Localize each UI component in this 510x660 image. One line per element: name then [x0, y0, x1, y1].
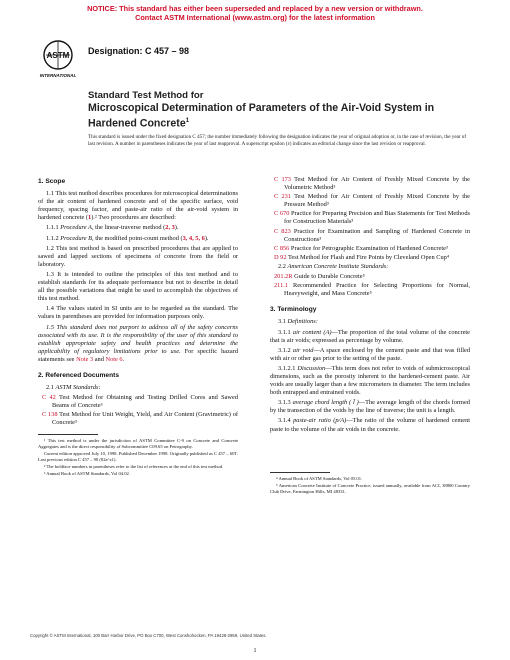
reference-item: 211.1 Recommended Practice for Selecting Proportions for Normal, Heavyweight, and Mass Concrete⁵ [274, 282, 470, 298]
standard-link[interactable]: C 173 [274, 176, 291, 183]
para-1-3: 1.3 It is intended to outline the principles of this test method and to establish standards for its adequate performance but not to describe in detail all the possible variations that might be used to accomplish the objectives of this test method. [38, 270, 238, 303]
footnote-4: ⁴ Annual Book of ASTM Standards, Vol 05.01. [276, 475, 363, 481]
standard-link[interactable]: C 138 [42, 411, 58, 419]
para-3-1-1: 3.1.1 air content (A)—The proportion of the total volume of the concrete that is air voids; expressed as percentage by volume. [270, 328, 470, 344]
preamble: This standard is issued under the fixed designation C 457; the number immediately following the designation indicates the year of original adoption or, in the case of revision, the year of last revision. A number in parentheses indicates the year of last reapproval. A superscript epsilon (ε) indicates an editorial change since the last revision or reapproval. [88, 134, 467, 147]
standard-link[interactable]: C 231 [274, 193, 291, 201]
para-3-1: 3.1 Definitions: [278, 318, 318, 326]
footnote-rule [38, 434, 98, 435]
footnote-3: ³ Annual Book of ASTM Standards, Vol 04.02. [44, 470, 130, 476]
page-number: 1 [253, 648, 257, 654]
reference-item: C 823 Practice for Examination and Sampling of Hardened Concrete in Constructions³ [274, 227, 470, 243]
para-3-1-3: 3.1.3 average chord length ( l̄ )—The average length of the chords formed by the transection of the voids by the line of traverse; the unit is a length. [270, 399, 470, 415]
standard-link[interactable]: C 42 [42, 394, 56, 402]
document-title [88, 90, 478, 131]
logo-text: ASTM [46, 51, 70, 60]
reference-item: C 42 Test Method for Obtaining and Testing Drilled Cores and Sawed Beams of Concrete³ [42, 394, 238, 410]
title-line-1: Standard Test Method for [88, 90, 204, 101]
supersession-notice [0, 4, 510, 22]
note-6-link[interactable]: Note 6 [105, 355, 123, 363]
title-line-2: Microscopical Determination of Parameters of the Air-Void System in Hardened Concrete$^1$ [88, 102, 435, 130]
para-3-1-2-1: 3.1.2.1 Discussion—This term does not refer to voids of submicroscopical dimensions, such as the porosity inherent to the hardened-cement paste. Air voids are usually larger than a few micrometers in diameter. The term includes both entrapped and entrained voids. [270, 364, 471, 397]
copyright-footer: Copyright © ASTM International, 100 Barr Harbor Drive, PO Box C700, West Conshohocken, PA 19428-2959, United States. [30, 633, 267, 638]
para-2-1: 2.1 ASTM Standards: [46, 384, 101, 392]
reference-link[interactable]: 1 [88, 214, 92, 222]
para-3-1-4: 3.1.4 paste-air ratio (p/A)—The ratio of the volume of hardened cement paste to the volume of the air voids in the concrete. [270, 417, 471, 433]
reference-item: C 231 Test Method for Air Content of Freshly Mixed Concrete by the Pressure Method³ [274, 193, 470, 209]
astm-logo [38, 38, 78, 80]
standard-link[interactable]: 211.1 [274, 282, 289, 290]
para-1-1: 1.1 This test method describes procedures for microscopical determinations of the air content of hardened concrete and of the specific surface, void frequency, spacing factor, and paste-air ratio of the air-void system in hardened concrete (1).² Two procedures are described: [38, 190, 238, 222]
para-3-1-2: 3.1.2 air void—A space enclosed by the cement paste and that was filled with air or other gas prior to the setting of the paste. [270, 346, 470, 362]
footnote-1b: Current edition approved July 10, 1998. Published December 1998. Originally published as C 457 – 60T. Last previous edition C 457 – 90 (82a^ε1). [38, 450, 238, 462]
scope-heading: 1. Scope [38, 178, 66, 185]
standard-link[interactable]: D 92 [274, 253, 287, 261]
reference-item: C 173 Test Method for Air Content of Freshly Mixed Concrete by the Volumetric Method³ [274, 176, 470, 192]
para-1-1-1: 1.1.1 Procedure A, the linear-traverse method (2, 3). [46, 224, 179, 232]
designation: Designation: C 457 – 98 [88, 46, 190, 56]
reference-item: D 92 Test Method for Flash and Fire Points by Cleveland Open Cup⁴ [274, 253, 450, 261]
logo-subtext: INTERNATIONAL [39, 73, 77, 78]
standard-link[interactable]: C 823 [274, 227, 291, 235]
reference-item: C 856 Practice for Petrographic Examination of Hardened Concrete³ [274, 244, 448, 252]
standard-link[interactable]: C 670 [274, 210, 290, 218]
para-1-4: 1.4 The values stated in SI units are to be regarded as the standard. The values in parentheses are provided for information purposes only. [38, 305, 238, 321]
footnote-5: ⁵ American Concrete Institute of Concrete Practice, issued annually, available from ACI, 38800 Country Club Drive, Farmington Hills, MI 48331. [270, 482, 470, 494]
para-2-2: 2.2 American Concrete Institute Standards: [278, 262, 389, 270]
standard-link[interactable]: C 856 [274, 244, 290, 252]
reference-item: 201.2R Guide to Durable Concrete⁵ [274, 273, 365, 281]
terminology-heading: 3. Terminology [270, 306, 317, 314]
reference-link[interactable]: 3, 4, 5, 6 [182, 234, 205, 242]
reference-item: C 138 Test Method for Unit Weight, Yield, and Air Content (Gravimetric) of Concrete³ [42, 411, 238, 427]
reference-link[interactable]: 2, 3 [165, 224, 175, 232]
footnote-rule [270, 472, 330, 473]
note-3-link[interactable]: Note 3 [76, 355, 94, 363]
reference-item: C 670 Practice for Preparing Precision and Bias Statements for Test Methods for Construction Materials³ [274, 210, 470, 226]
para-1-5: 1.5 This standard does not purport to address all of the safety concerns associated with its use. It is the responsibility of the user of this standard to establish appropriate safety and health practices and determine the applicability of regulatory limitations prior to use. For specific hazard statements see Note 3 and Note 6. [38, 323, 238, 363]
para-1-1-2: 1.1.2 Procedure B, the modified point-count method (3, 4, 5, 6). [46, 234, 209, 242]
standard-link[interactable]: 201.2R [274, 273, 293, 281]
footnote-1: ¹ This test method is under the jurisdiction of ASTM Committee C-9 on Concrete and Concrete Aggregates and is the direct responsibility of Subcommittee C09.65 on Petrography. [38, 437, 238, 449]
notice-line-2: Contact ASTM International (www.astm.org) for the latest information [135, 13, 375, 22]
para-1-2: 1.2 This test method is based on prescribed procedures that are applied to sawed and lapped sections of specimens of concrete from the field or laboratory. [38, 244, 238, 268]
notice-line-1: NOTICE: This standard has either been superseded and replaced by a new version or withdrawn. [87, 4, 423, 13]
referenced-docs-heading: 2. Referenced Documents [38, 371, 119, 379]
left-column [38, 170, 238, 478]
right-column [270, 170, 470, 496]
footnote-2: ² The boldface numbers in parentheses refer to the list of references at the end of this test method. [44, 463, 224, 469]
